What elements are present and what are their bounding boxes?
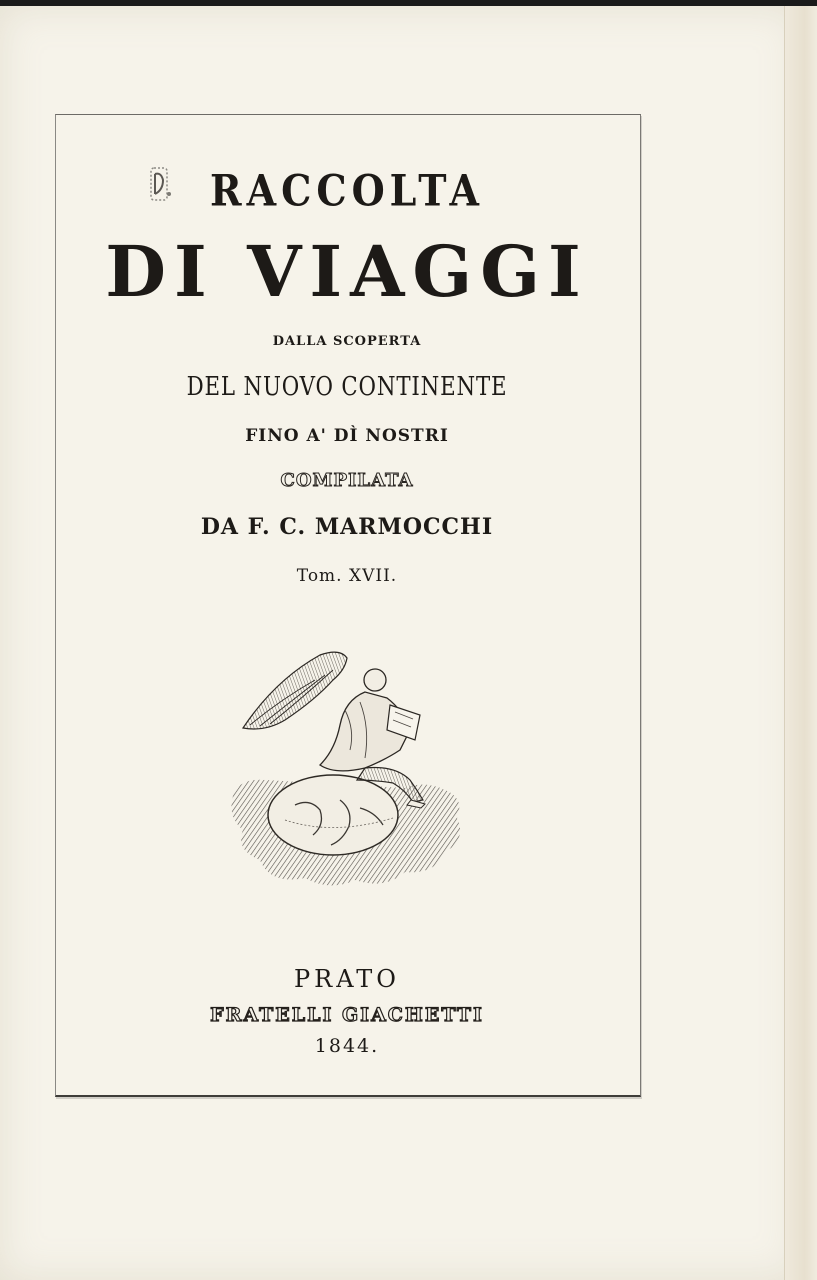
imprint-publisher: FRATELLI GIACHETTI xyxy=(210,1004,484,1026)
volume-number: Tom. XVII. xyxy=(296,566,398,586)
page-edge xyxy=(784,6,817,1280)
subtitle-fino-nostri: FINO A' DÌ NOSTRI xyxy=(245,426,449,446)
compilata-label: COMPILATA xyxy=(280,470,414,491)
title-di-viaggi: DI VIAGGI xyxy=(105,230,589,313)
imprint-place: PRATO xyxy=(294,965,400,993)
author-line: DA F. C. MARMOCCHI xyxy=(200,514,494,540)
imprint-year: 1844. xyxy=(314,1035,380,1057)
winged-figure-engraving-icon xyxy=(225,640,470,895)
subtitle-dalla-scoperta: DALLA SCOPERTA xyxy=(272,334,422,349)
title-raccolta: RACCOLTA xyxy=(210,165,484,216)
subtitle-nuovo-continente: DEL NUOVO CONTINENTE xyxy=(186,372,508,402)
